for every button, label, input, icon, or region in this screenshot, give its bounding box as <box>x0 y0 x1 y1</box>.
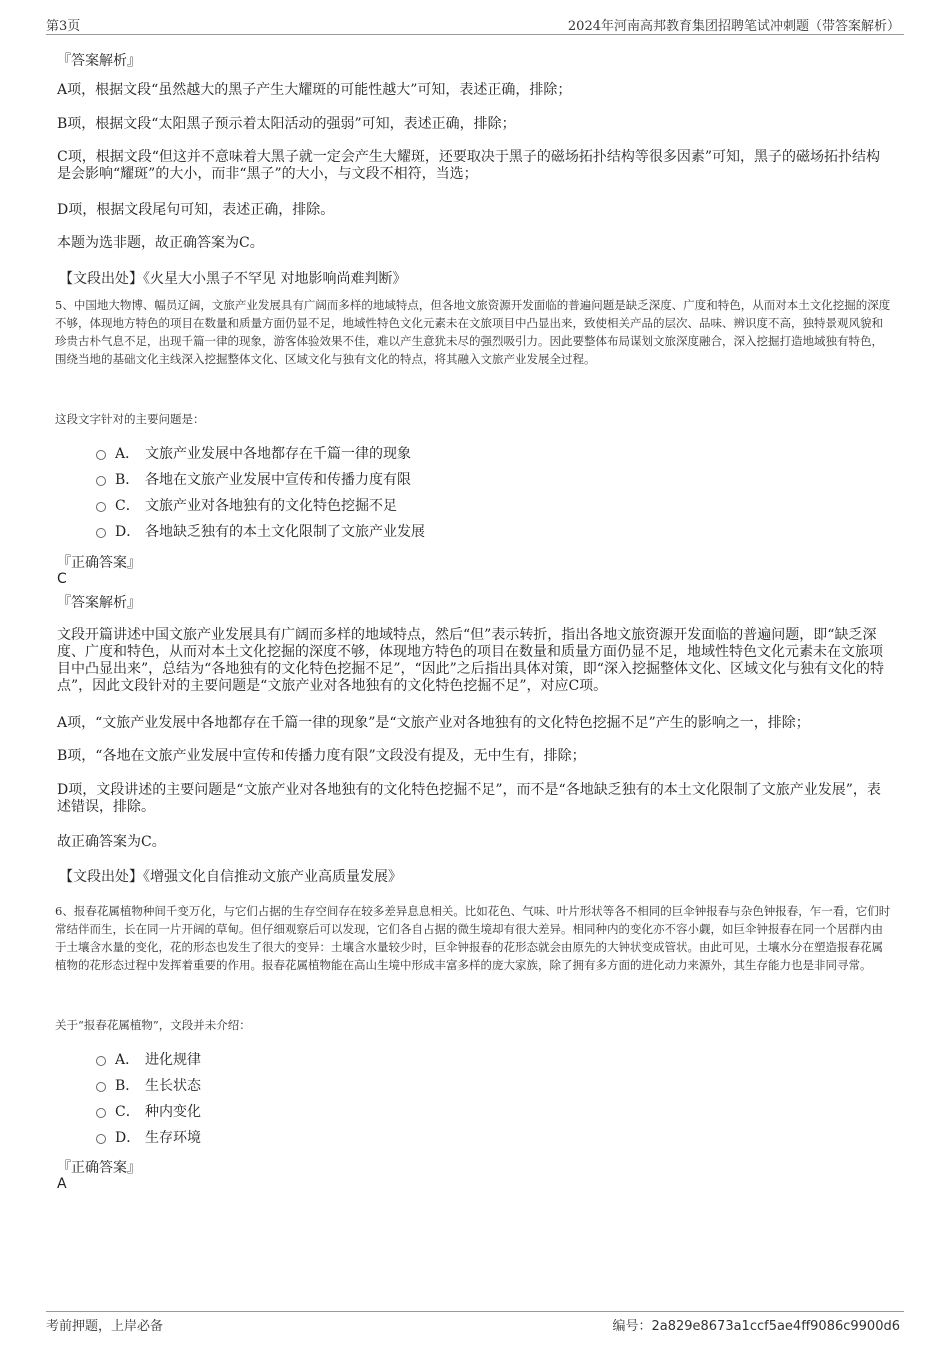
analysis-label: 『答案解析』 <box>57 595 141 611</box>
code-label: 编号： <box>612 1319 652 1334</box>
option-text: 生长状态 <box>145 1078 201 1094</box>
option-label: A． <box>115 446 140 462</box>
analysis-paragraph: B项，根据文段“太阳黑子预示着太阳活动的强弱”可知，表述正确，排除； <box>57 116 516 132</box>
radio-button[interactable] <box>96 450 106 460</box>
correct-answer: A <box>57 1176 67 1192</box>
correct-answer-label: 『正确答案』 <box>57 555 141 571</box>
radio-button[interactable] <box>96 528 106 538</box>
analysis-label: 『答案解析』 <box>57 53 141 69</box>
analysis-paragraph: C项，根据文段“但这并不意味着大黑子就一定会产生大耀斑，还要取决于黑子的磁场拓扑结构等很多因素”可知，黑子的磁场拓扑结构是会影响“耀斑”的大小，而非“黑子”的大小，与文段不相符，当选； <box>57 149 881 182</box>
option-label: D． <box>115 524 141 540</box>
page-header <box>46 14 904 35</box>
page-footer <box>46 1311 904 1334</box>
analysis-paragraph: B项，“各地在文旅产业发展中宣传和传播力度有限”文段没有提及，无中生有，排除； <box>57 748 586 764</box>
passage-source: 【文段出处】《火星大小黑子不罕见 对地影响尚难判断》 <box>59 271 407 287</box>
option-text: 文旅产业对各地独有的文化特色挖掘不足 <box>145 498 397 514</box>
document-code <box>612 1315 900 1334</box>
analysis-paragraph: D项，根据文段尾句可知，表述正确，排除。 <box>57 202 335 218</box>
passage-source: 【文段出处】《增强文化自信推动文旅产业高质量发展》 <box>59 869 402 885</box>
option-label: C． <box>115 498 140 514</box>
question-prompt: 关于“报春花属植物”，文段并未介绍： <box>55 1018 251 1032</box>
question-stem: 6、报春花属植物种间千变万化，与它们占据的生存空间存在较多差异息息相关。比如花色、气味、叶片形状等各不相同的巨伞钟报春与杂色钟报春，乍一看，它们时常结伴而生，长在同一片开阔的草甸。但仔细观察后可以发现，它们各自占据的微生境却有很大差异。相同种内的变化亦不容小觑，如巨伞钟报春在同一个居群内由于土壤含水量的变化，花的形态也发生了很大的变异：土壤含水量较少时，巨伞钟报春的花形态就会由原先的大钟状变成管状。由此可见，土壤水分在塑造报春花属植物的花形态过程中发挥着重要的作用。报春花属植物能在高山生境中形成丰富多样的庞大家族，除了拥有多方面的进化动力来源外，其生存能力也是非同寻常。 <box>55 904 891 972</box>
code-value: 2a829e8673a1ccf5ae4ff9086c9900d6 <box>651 1319 900 1334</box>
analysis-paragraph: 故正确答案为C。 <box>57 834 166 850</box>
document-title: 2024年河南高邦教育集团招聘笔试冲刺题（带答案解析） <box>567 19 900 34</box>
correct-answer: C <box>57 571 67 587</box>
option-text: 各地在文旅产业发展中宣传和传播力度有限 <box>145 472 411 488</box>
option-label: A． <box>115 1052 140 1068</box>
option-text: 文旅产业发展中各地都存在千篇一律的现象 <box>145 446 411 462</box>
option-text: 各地缺乏独有的本土文化限制了文旅产业发展 <box>145 524 425 540</box>
radio-button[interactable] <box>96 476 106 486</box>
radio-button[interactable] <box>96 502 106 512</box>
radio-button[interactable] <box>96 1056 106 1066</box>
radio-button[interactable] <box>96 1108 106 1118</box>
footer-slogan: 考前押题，上岸必备 <box>46 1319 164 1334</box>
radio-button[interactable] <box>96 1082 106 1092</box>
option-label: B． <box>115 472 140 488</box>
radio-button[interactable] <box>96 1134 106 1144</box>
question-stem: 5、中国地大物博、幅员辽阔，文旅产业发展具有广阔而多样的地域特点，但各地文旅资源开发面临的普遍问题是缺乏深度、广度和特色，从而对本土文化挖掘的深度不够，体现地方特色的项目在数量和质量方面仍显不足，地域性特色文化元素未在文旅项目中凸显出来，致使相关产品的层次、品味、辨识度不高，独特景观风貌和珍贵古朴气息不足，出现千篇一律的现象，游客体验效果不佳，难以产生意犹未尽的强烈吸引力。因此要整体布局谋划文旅深度融合，深入挖掘打造地域独有特色，围绕当地的基础文化主线深入挖掘整体文化、区域文化与独有文化的特点，将其融入文旅产业发展全过程。 <box>55 298 891 366</box>
page-number: 第3页 <box>46 19 81 34</box>
analysis-paragraph: A项，根据文段“虽然越大的黑子产生大耀斑的可能性越大”可知，表述正确，排除； <box>57 82 572 98</box>
analysis-paragraph: 本题为选非题，故正确答案为C。 <box>57 235 264 251</box>
analysis-paragraph: 文段开篇讲述中国文旅产业发展具有广阔而多样的地域特点，然后“但”表示转折，指出各地文旅资源开发面临的普遍问题，即“缺乏深度、广度和特色，从而对本土文化挖掘的深度不够，体现地方特色的项目在数量和质量方面仍显不足，地域性特色文化元素未在文旅项目中凸显出来”，总结为“各地独有的文化特色挖掘不足”，“因此”之后指出具体对策，即“深入挖掘整体文化、区域文化与独有文化的特点”，因此文段针对的主要问题是“文旅产业对各地独有的文化特色挖掘不足”，对应C项。 <box>57 627 884 694</box>
option-text: 种内变化 <box>145 1104 201 1120</box>
analysis-paragraph: D项，文段讲述的主要问题是“文旅产业对各地独有的文化特色挖掘不足”，而不是“各地缺乏独有的本土文化限制了文旅产业发展”，表述错误，排除。 <box>57 782 881 815</box>
question-prompt: 这段文字针对的主要问题是： <box>55 412 205 426</box>
option-text: 进化规律 <box>145 1052 201 1068</box>
correct-answer-label: 『正确答案』 <box>57 1160 141 1176</box>
option-text: 生存环境 <box>145 1130 201 1146</box>
option-label: D． <box>115 1130 141 1146</box>
analysis-paragraph: A项，“文旅产业发展中各地都存在千篇一律的现象”是“文旅产业对各地独有的文化特色挖掘不足”产生的影响之一，排除； <box>57 715 810 731</box>
option-label: B． <box>115 1078 140 1094</box>
option-label: C． <box>115 1104 140 1120</box>
